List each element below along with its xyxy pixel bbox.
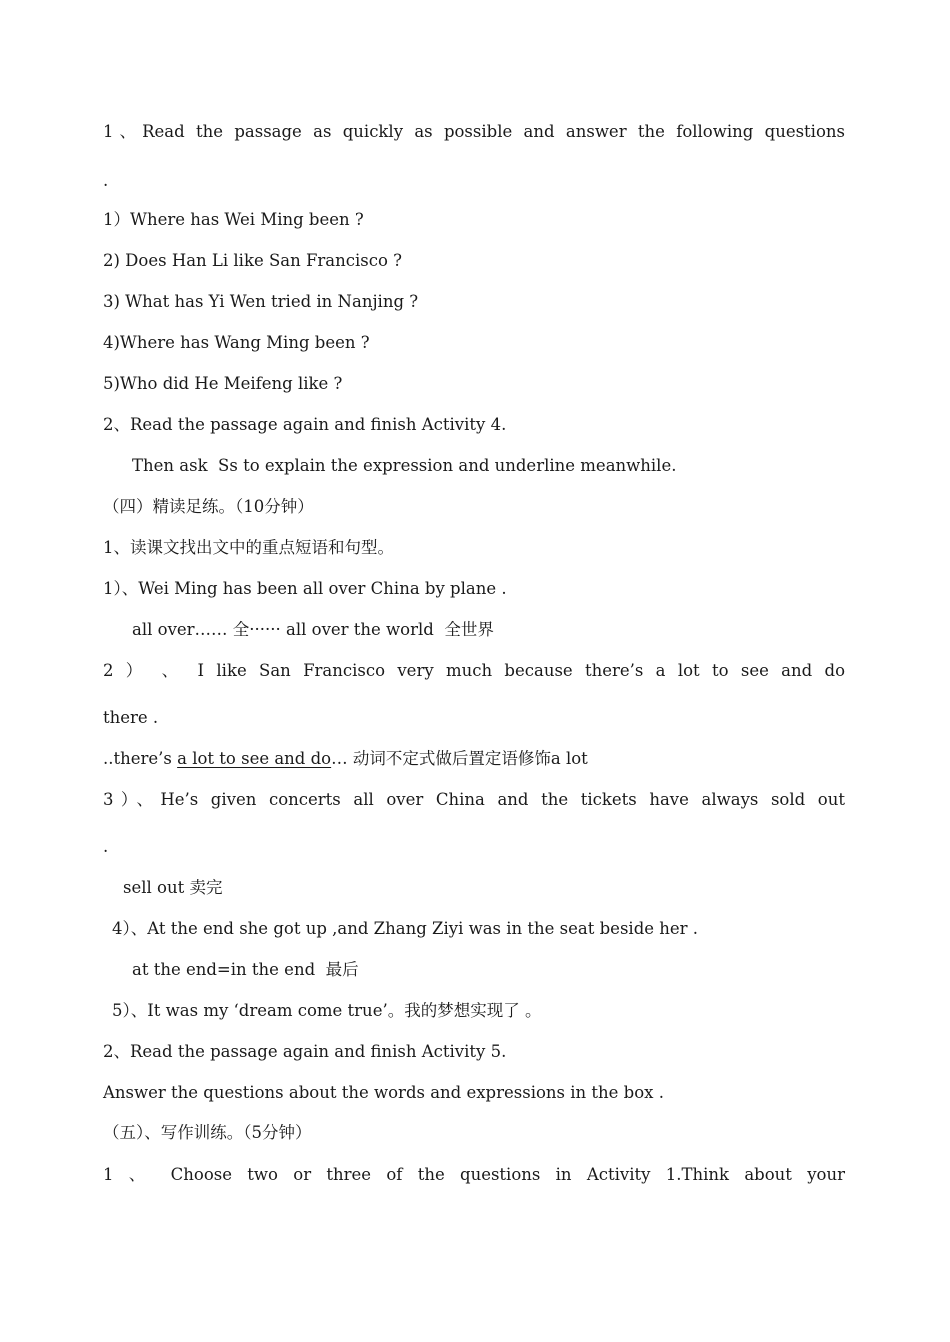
text-line: 1、读课文找出文中的重点短语和句型。 xyxy=(103,538,394,557)
text-line: 5）、It was my ‘dream come true’。我的梦想实现了 。 xyxy=(112,1001,542,1020)
section-heading: （五）、写作训练。（5分钟） xyxy=(103,1123,312,1142)
text-line: 4）、At the end she got up ,and Zhang Ziyi was in the seat beside her . xyxy=(112,919,699,938)
question-1: 1）Where has Wei Ming been ? xyxy=(103,210,364,229)
section-heading: （四）精读足练。（10分钟） xyxy=(103,497,314,516)
text-line xyxy=(103,748,588,770)
text-line: 1）、Wei Ming has been all over China by plane . xyxy=(103,579,507,598)
text-line: . xyxy=(103,171,109,190)
text-line: 3）、He’s given concerts all over China and the tickets have always sold out xyxy=(103,790,845,809)
text-line: 2 ） 、 I like San Francisco very much because there’s a lot to see and do xyxy=(103,661,845,680)
question-2: 2) Does Han Li like San Francisco ? xyxy=(103,251,403,270)
question-5: 5)Who did He Meifeng like ? xyxy=(103,374,343,393)
text-line: 1 、 Choose two or three of the questions in Activity 1.Think about your xyxy=(103,1165,845,1184)
question-3: 3) What has Yi Wen tried in Nanjing ? xyxy=(103,292,419,311)
text-segment: ..there’s xyxy=(103,749,178,768)
text-line: at the end=in the end 最后 xyxy=(132,960,359,979)
text-line: all over…… 全······ all over the world 全世界 xyxy=(132,620,494,639)
text-line: Then ask Ss to explain the expression and underline meanwhile. xyxy=(132,456,677,475)
text-line: 1、Read the passage as quickly as possible and answer the following questions xyxy=(103,122,845,141)
text-line: Answer the questions about the words and expressions in the box . xyxy=(103,1083,664,1102)
text-line: 2、Read the passage again and finish Activity 4. xyxy=(103,415,507,434)
text-line: there . xyxy=(103,708,159,727)
text-line: 2、Read the passage again and finish Activity 5. xyxy=(103,1042,507,1061)
question-4: 4)Where has Wang Ming been ? xyxy=(103,333,370,352)
text-segment: … 动词不定式做后置定语修饰a lot xyxy=(331,749,588,768)
underlined-phrase: a lot to see and do xyxy=(177,749,332,768)
text-line: sell out 卖完 xyxy=(123,878,223,897)
text-line: . xyxy=(103,837,109,856)
